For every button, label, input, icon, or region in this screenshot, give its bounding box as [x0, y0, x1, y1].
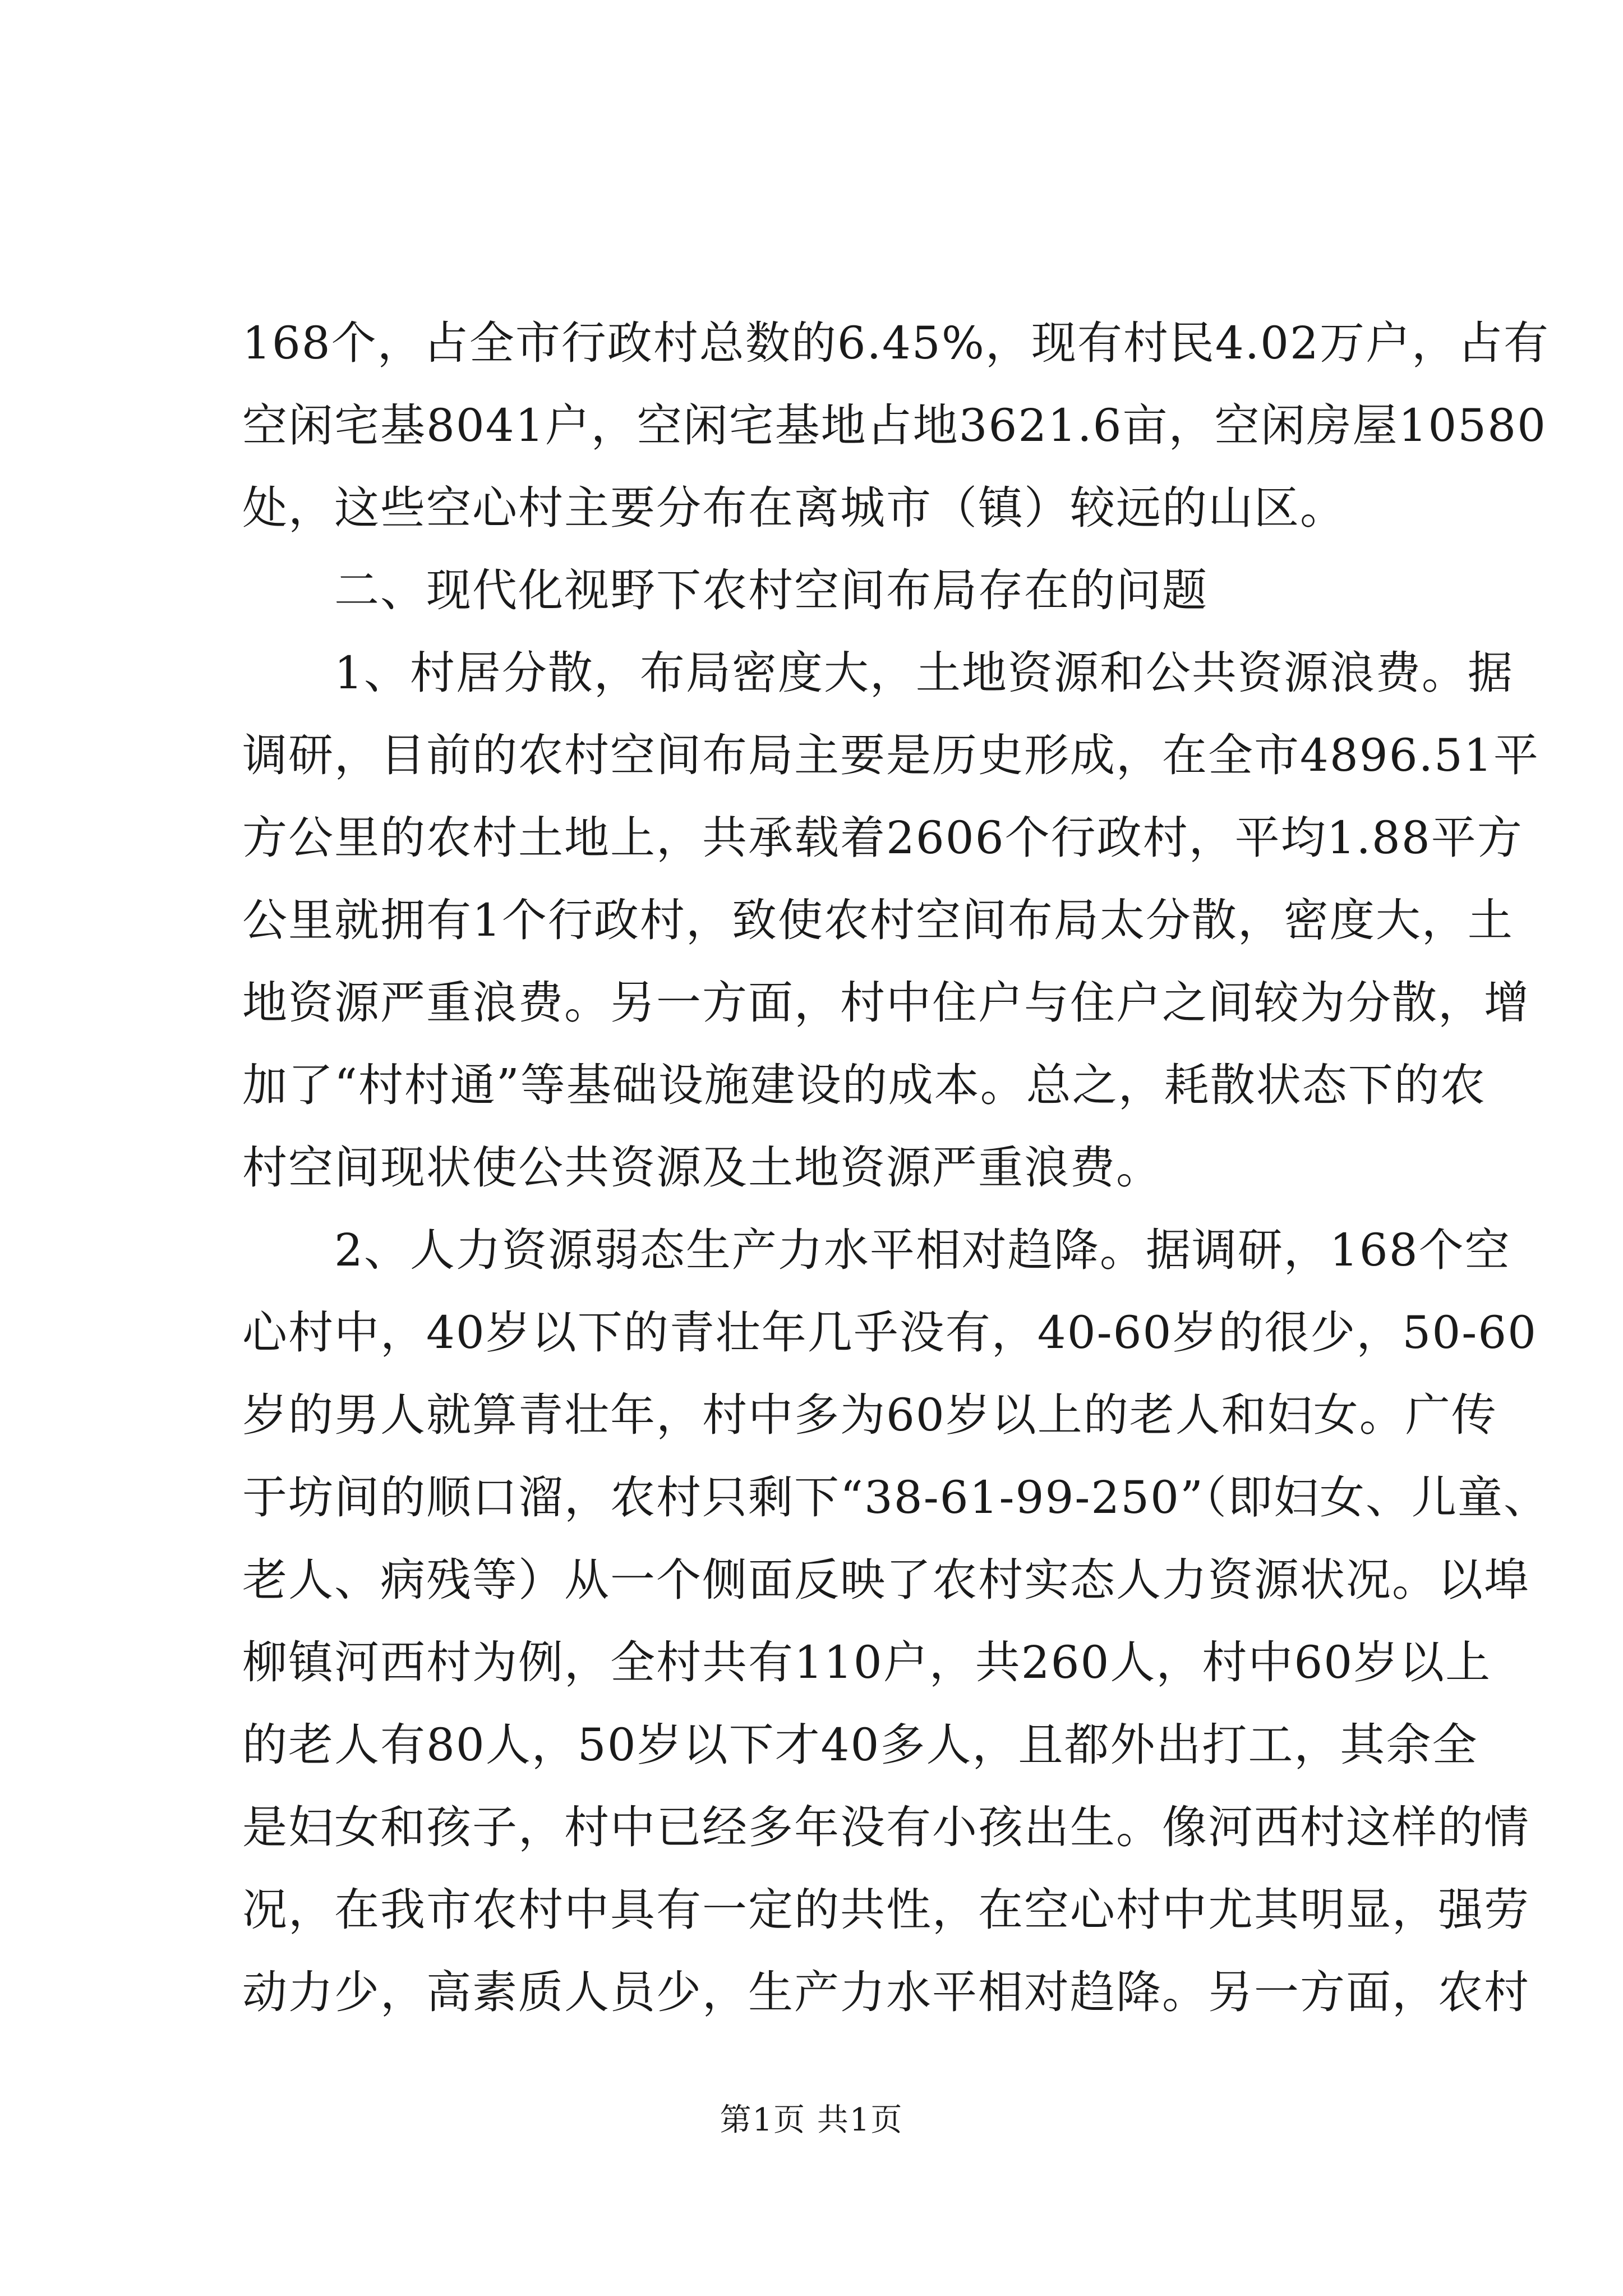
- text-line: 老人、病残等）从一个侧面反映了农村实态人力资源状况。以埠: [242, 1554, 1530, 1606]
- text-line: 心村中，40岁以下的青壮年几乎没有，40-60岁的很少，50-60: [242, 1306, 1538, 1359]
- text-line: 动力少，高素质人员少，生产力水平相对趋降。另一方面，农村: [242, 1966, 1530, 2018]
- text-line: 于坊间的顺口溜，农村只剩下“38-61-99-250”（即妇女、儿童、: [242, 1471, 1550, 1524]
- text-line: 调研，目前的农村空间布局主要是历史形成，在全市4896.51平: [242, 729, 1539, 781]
- text-line: 处，这些空心村主要分布在离城市（镇）较远的山区。: [242, 482, 1346, 534]
- text-line: 方公里的农村土地上，共承载着2606个行政村，平均1.88平方: [242, 812, 1523, 864]
- text-line: 是妇女和孩子，村中已经多年没有小孩出生。像河西村这样的情: [242, 1801, 1530, 1853]
- text-line: 1、村居分散，布局密度大，土地资源和公共资源浪费。据: [334, 647, 1514, 699]
- text-line: 168个，占全市行政村总数的6.45%，现有村民4.02万户，占有: [242, 317, 1550, 369]
- page-footer: 第1页 共1页: [720, 2102, 903, 2138]
- text-line: 岁的男人就算青壮年，村中多为60岁以上的老人和妇女。广传: [242, 1389, 1497, 1441]
- text-line: 柳镇河西村为例，全村共有110户，共260人，村中60岁以上: [242, 1636, 1492, 1688]
- text-line: 公里就拥有1个行政村，致使农村空间布局太分散，密度大，土: [242, 894, 1514, 946]
- text-line: 况，在我市农村中具有一定的共性，在空心村中尤其明显，强劳: [242, 1884, 1530, 1936]
- document-body: [242, 302, 1550, 2033]
- text-line: 村空间现状使公共资源及土地资源严重浪费。: [242, 1142, 1162, 1194]
- text-line: 二、现代化视野下农村空间布局存在的问题: [334, 564, 1208, 616]
- text-line: 空闲宅基8041户，空闲宅基地占地3621.6亩，空闲房屋10580: [242, 399, 1547, 452]
- text-line: 加了“村村通”等基础设施建设的成本。总之，耗散状态下的农: [242, 1059, 1486, 1111]
- text-line: 的老人有80人，50岁以下才40多人，且都外出打工，其余全: [242, 1719, 1478, 1771]
- text-line: 2、人力资源弱态生产力水平相对趋降。据调研，168个空: [334, 1224, 1511, 1276]
- text-line: 地资源严重浪费。另一方面，村中住户与住户之间较为分散，增: [242, 977, 1530, 1029]
